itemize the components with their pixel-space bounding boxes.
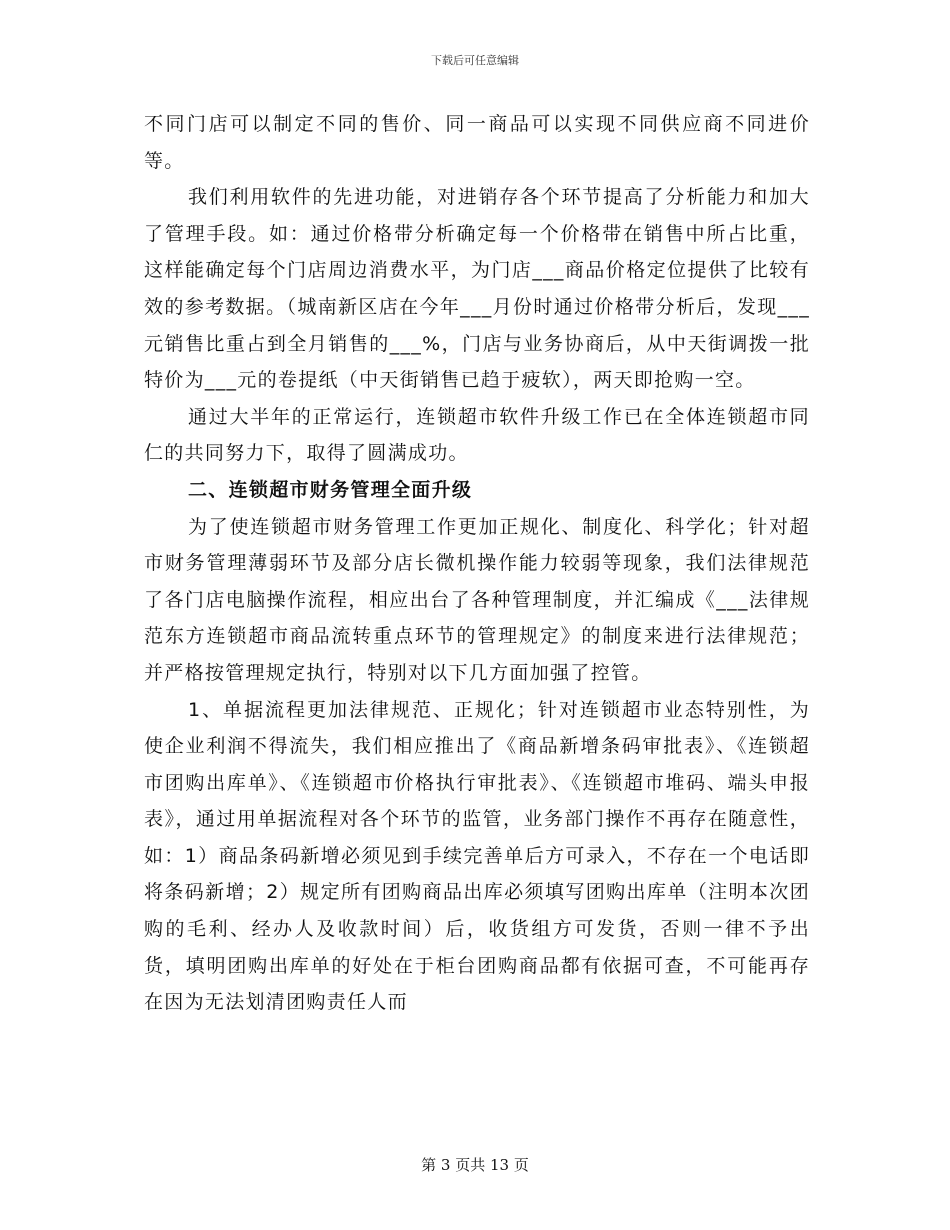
paragraph-3: 通过大半年的正常运行，连锁超市软件升级工作已在全体连锁超市同仁的共同努力下，取得了圆满成功。: [144, 405, 810, 465]
paragraph-2: 我们利用软件的先进功能，对进销存各个环节提高了分析能力和加大了管理手段。如：通过价格带分析确定每一个价格带在销售中所占比重，这样能确定每个门店周边消费水平，为门店___商品价格定位提供了比较有效的参考数据。（城南新区店在今年___月份时通过价格带分析后，发现___元销售比重占到全月销售的___%，门店与业务协商后，从中天街调拨一批特价为___元的卷提纸（中天街销售已趋于疲软），两天即抢购一空。: [144, 186, 810, 392]
document-body: [144, 106, 810, 1021]
section-heading-2: 二、连锁超市财务管理全面升级: [188, 478, 473, 501]
page-header-note: 下载后可任意编辑: [431, 54, 519, 67]
paragraph-5: 1、单据流程更加法律规范、正规化；针对连锁超市业态特别性，为使企业利润不得流失，我们相应推出了《商品新增条码审批表》、《连锁超市团购出库单》、《连锁超市价格执行审批表》、《连锁超市堆码、端头申报表》，通过用单据流程对各个环节的监管，业务部门操作不再存在随意性，如：1）商品条码新增必须见到手续完善单后方可录入，不存在一个电话即将条码新增；2）规定所有团购商品出库必须填写团购出库单（注明本次团购的毛利、经办人及收款时间）后，收货组方可发货，否则一律不予出货，填明团购出库单的好处在于柜台团购商品都有依据可查，不可能再存在因为无法划清团购责任人而: [144, 698, 810, 1014]
paragraph-1: 不同门店可以制定不同的售价、同一商品可以实现不同供应商不同进价等。: [144, 113, 810, 172]
paragraph-4: 为了使连锁超市财务管理工作更加正规化、制度化、科学化；针对超市财务管理薄弱环节及部分店长微机操作能力较弱等现象，我们法律规范了各门店电脑操作流程，相应出台了各种管理制度，并汇编成《___法律规范东方连锁超市商品流转重点环节的管理规定》的制度来进行法律规范；并严格按管理规定执行，特别对以下几方面加强了控管。: [144, 515, 810, 684]
page-number: 第 3 页共 13 页: [421, 1156, 529, 1174]
